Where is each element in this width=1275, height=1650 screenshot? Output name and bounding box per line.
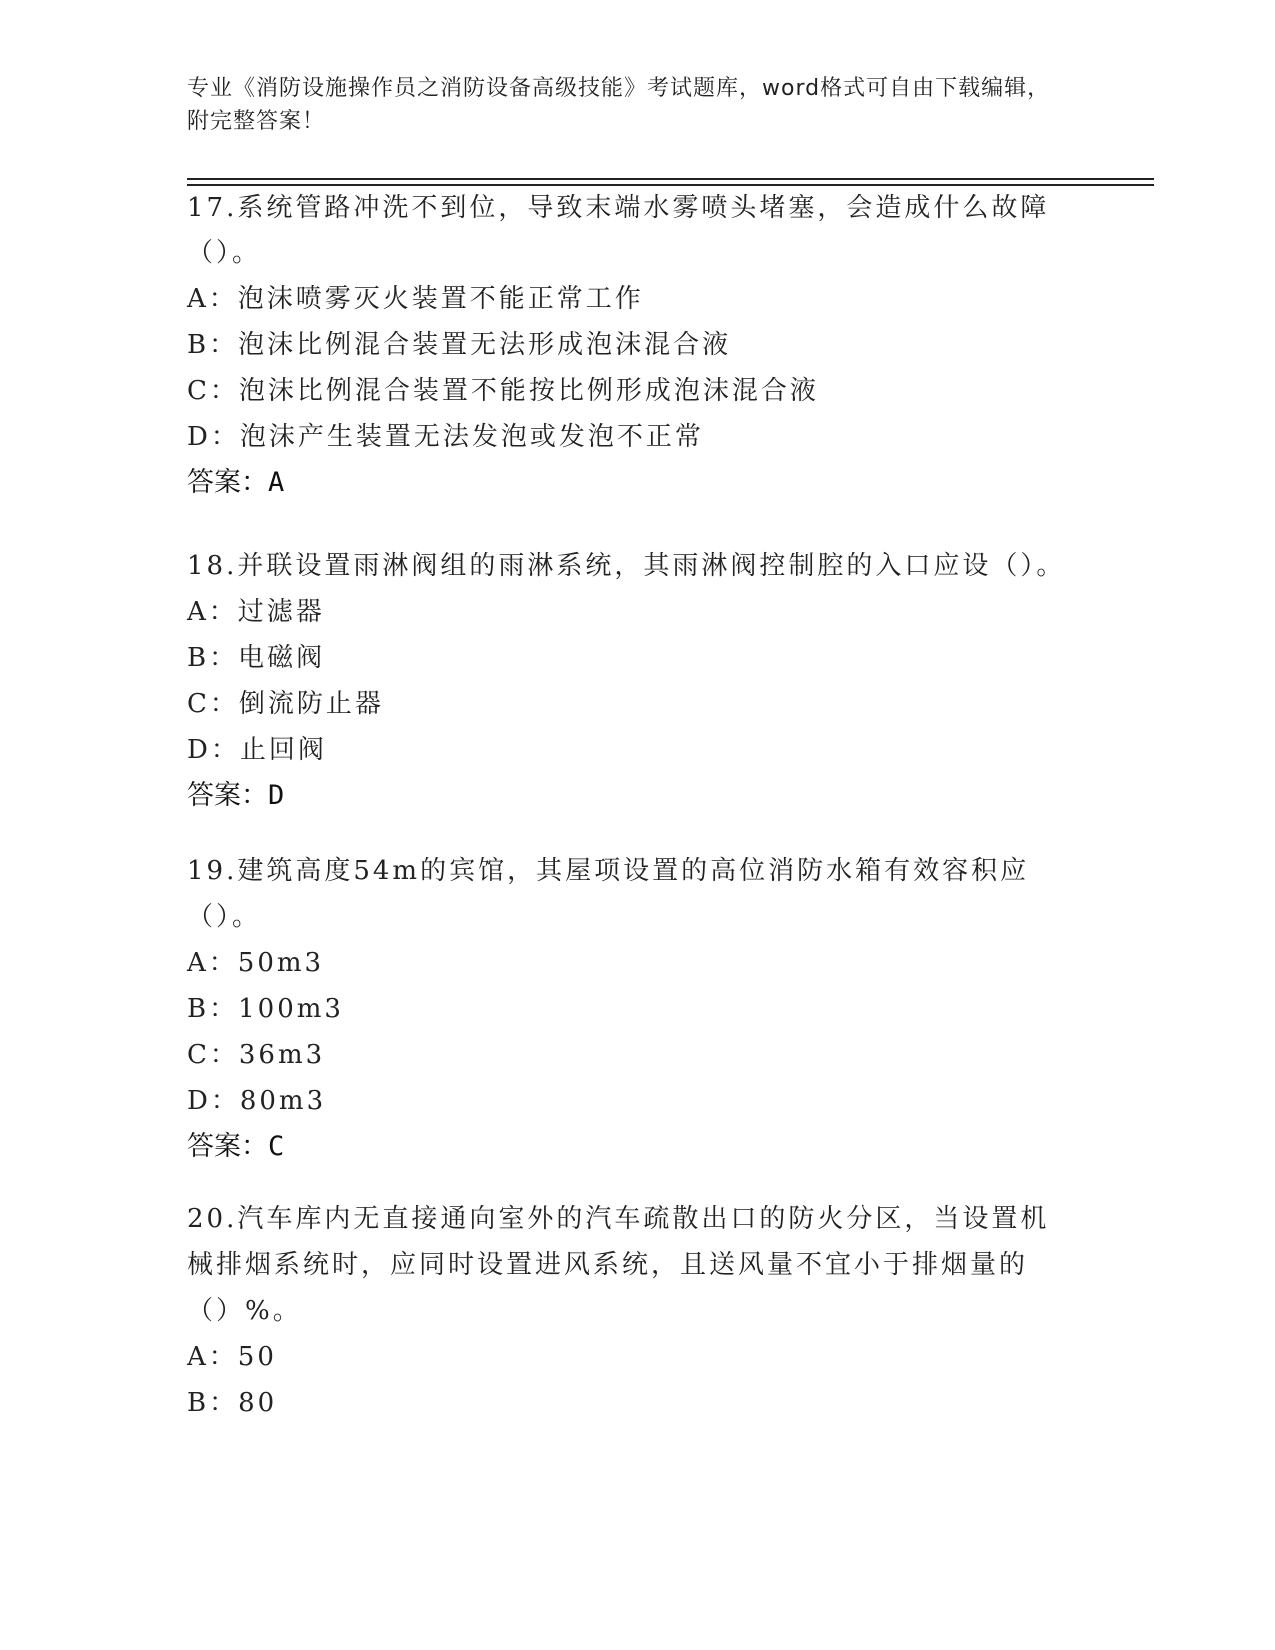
question-19 [187, 848, 1067, 1170]
option-d: D：80m3 [187, 1086, 327, 1116]
document-header [187, 72, 1067, 138]
option-b: B：电磁阀 [187, 643, 326, 673]
option-c: C：泡沫比例混合装置不能按比例形成泡沫混合液 [187, 376, 819, 406]
option-c: C：36m3 [187, 1040, 326, 1070]
option-d: D：泡沫产生装置无法发泡或发泡不正常 [187, 422, 704, 452]
option-a: A：50m3 [187, 948, 325, 978]
option-b: B：泡沫比例混合装置无法形成泡沫混合液 [187, 330, 732, 360]
question-text: 18.并联设置雨淋阀组的雨淋系统，其雨淋阀控制腔的入口应设（）。 [187, 551, 1066, 581]
option-a: A：泡沫喷雾灭火装置不能正常工作 [187, 284, 644, 314]
option-a: A：50 [187, 1342, 277, 1372]
option-b: B：80 [187, 1388, 278, 1418]
question-text: 19.建筑高度54m的宾馆，其屋项设置的高位消防水箱有效容积应（）。 [187, 856, 1030, 932]
answer-value: D [268, 780, 285, 811]
answer-line [187, 773, 1067, 819]
answer-value: C [268, 1131, 285, 1162]
header-text: 专业《消防设施操作员之消防设备高级技能》考试题库，word格式可自由下载编辑，附完整答案！ [187, 76, 1051, 134]
question-text: 20.汽车库内无直接通向室外的汽车疏散出口的防火分区，当设置机械排烟系统时，应同时设置进风系统，且送风量不宜小于排烟量的（）%。 [187, 1204, 1050, 1326]
answer-line [187, 1124, 1067, 1170]
answer-label: 答案： [187, 780, 268, 811]
option-c: C：倒流防止器 [187, 689, 384, 719]
question-17 [187, 186, 1067, 506]
option-a: A：过滤器 [187, 597, 325, 627]
answer-value: A [268, 467, 285, 498]
answer-line [187, 460, 1067, 506]
option-b: B：100m3 [187, 994, 344, 1024]
header-divider-top [187, 178, 1154, 180]
question-text: 17.系统管路冲洗不到位，导致末端水雾喷头堵塞，会造成什么故障（）。 [187, 193, 1050, 268]
answer-label: 答案： [187, 467, 268, 498]
question-20 [187, 1196, 1067, 1426]
answer-label: 答案： [187, 1131, 268, 1162]
question-18 [187, 543, 1067, 819]
option-d: D：止回阀 [187, 735, 327, 765]
